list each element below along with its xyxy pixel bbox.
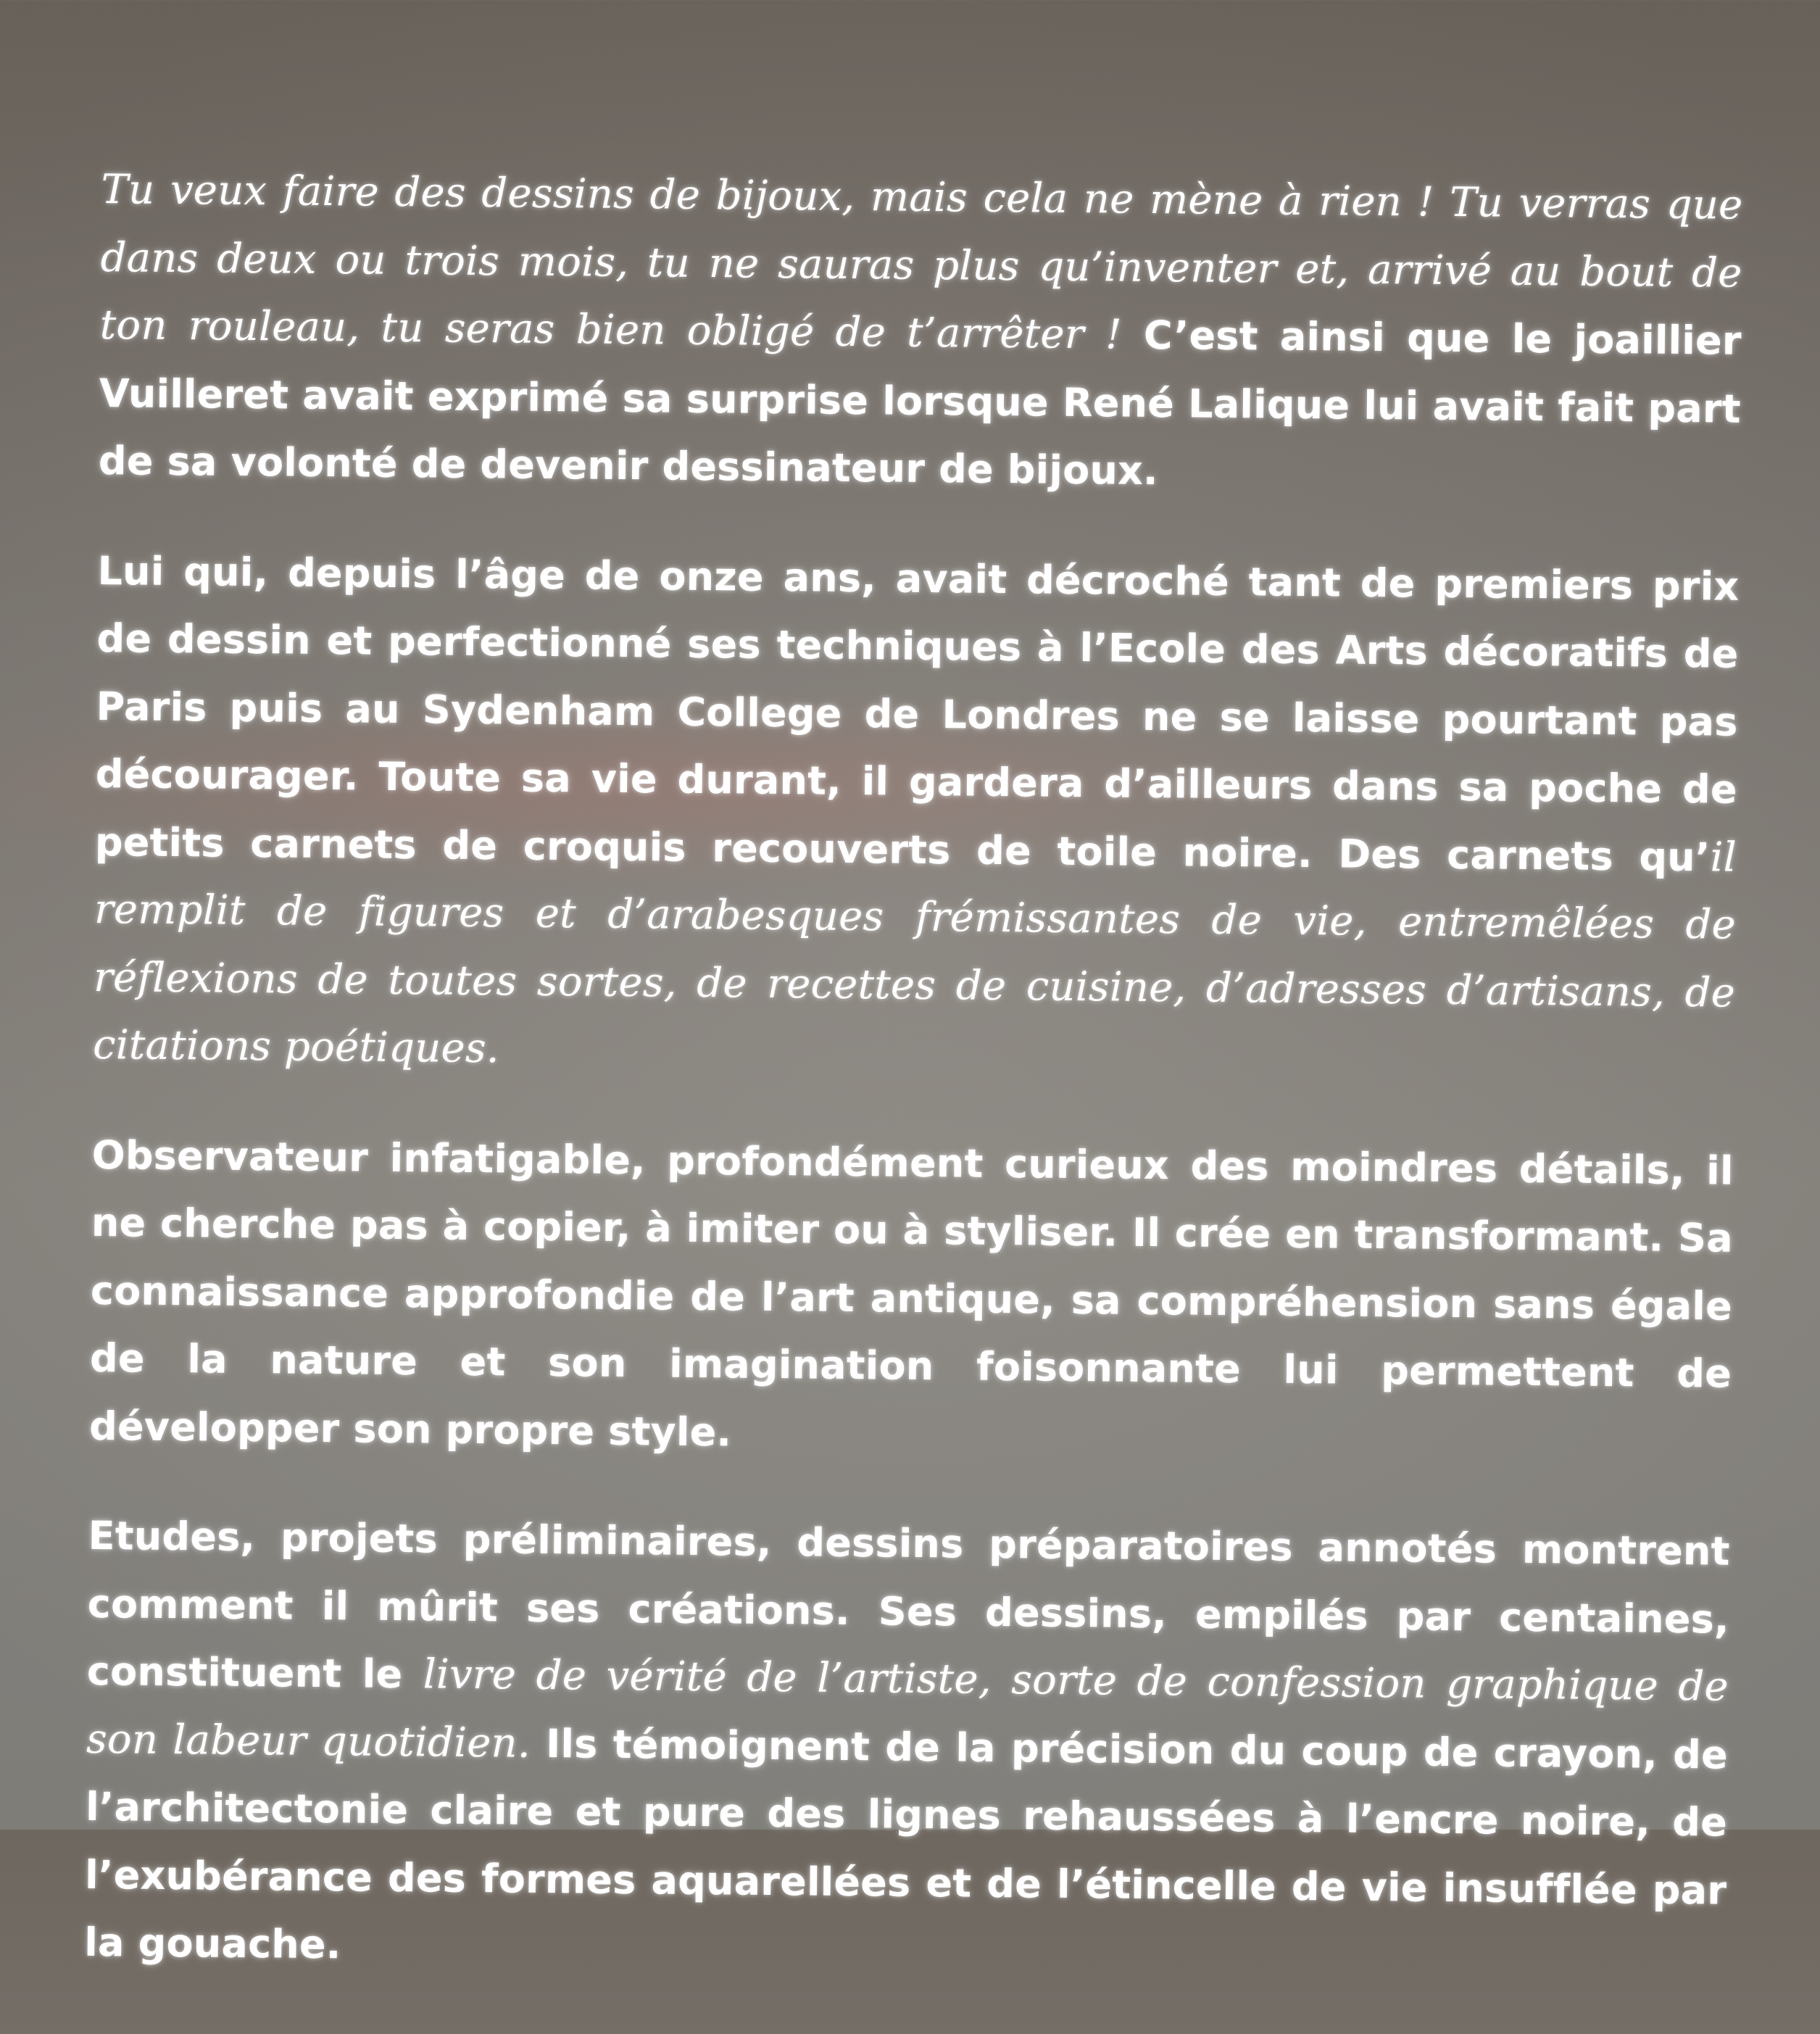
paragraph-studies [84,1502,1730,1992]
paragraph-text: Observateur infatigable, profondément curieux des moindres détails, il ne cherche pas à copier, à imiter ou à styliser. Il crée en transformant. Sa connaissance approfondie de l’art antique, sa compréhension sans égale de la nature et son imagination foisonnante lui permettent de développer son propre style. [88,1132,1734,1455]
quote-vuilleret: Tu veux faire des dessins de bijoux, mais cela ne mène à rien ! Tu verras que dans deux ou trois mois, tu ne sauras plus qu’inventer et, arrivé au bout de ton rouleau, tu seras bien obligé de t’arrêter ! [99,165,1743,359]
quote-sketchbooks: il remplit de figures et d’arabesques frémissantes de vie, entremêlées de réflexions de toutes sortes, de recettes de cuisine, d’adresses d’artisans, de citations poétiques. [92,833,1737,1073]
paragraph-text: Etudes, projets préliminaires, dessins préparatoires annotés montrent comment il mûrit ses créations. Ses dessins, empilés par centaines, constituent le [86,1512,1730,1698]
paragraph-text: Ils témoignent de la précision du coup de crayon, de l’architectonie claire et pure des lignes rehaussées à l’encre noire, de l’exubérance des formes aquarellées et de l’étincelle de vie insufflée par la gouache. [84,1720,1729,1968]
paragraph-sketchbooks [93,536,1740,1095]
paragraph-vuilleret-quote [99,156,1743,510]
paragraph-observer [89,1121,1734,1475]
panel-text-block [83,156,1743,2034]
paragraph-text: C’est ainsi que le joaillier Vuilleret avait exprimé sa surprise lorsque René Lalique lui avait fait part de sa volonté de devenir dessinateur de bijoux. [98,312,1742,494]
paragraph-text: Lui qui, depuis l’âge de onze ans, avait décroché tant de premiers prix de dessin et perfectionné ses techniques à l’Ecole des Arts décoratifs de Paris puis au Sydenham College de Londres ne se laisse pourtant pas décourager. Toute sa vie durant, il gardera d’ailleurs dans sa poche de petits carnets de croquis recouverts de toile noire. Des carnets qu’ [94,547,1740,880]
quote-livre-de-verite: livre de vérité de l’artiste, sorte de confession graphique de son labeur quotidien. [86,1651,1729,1767]
